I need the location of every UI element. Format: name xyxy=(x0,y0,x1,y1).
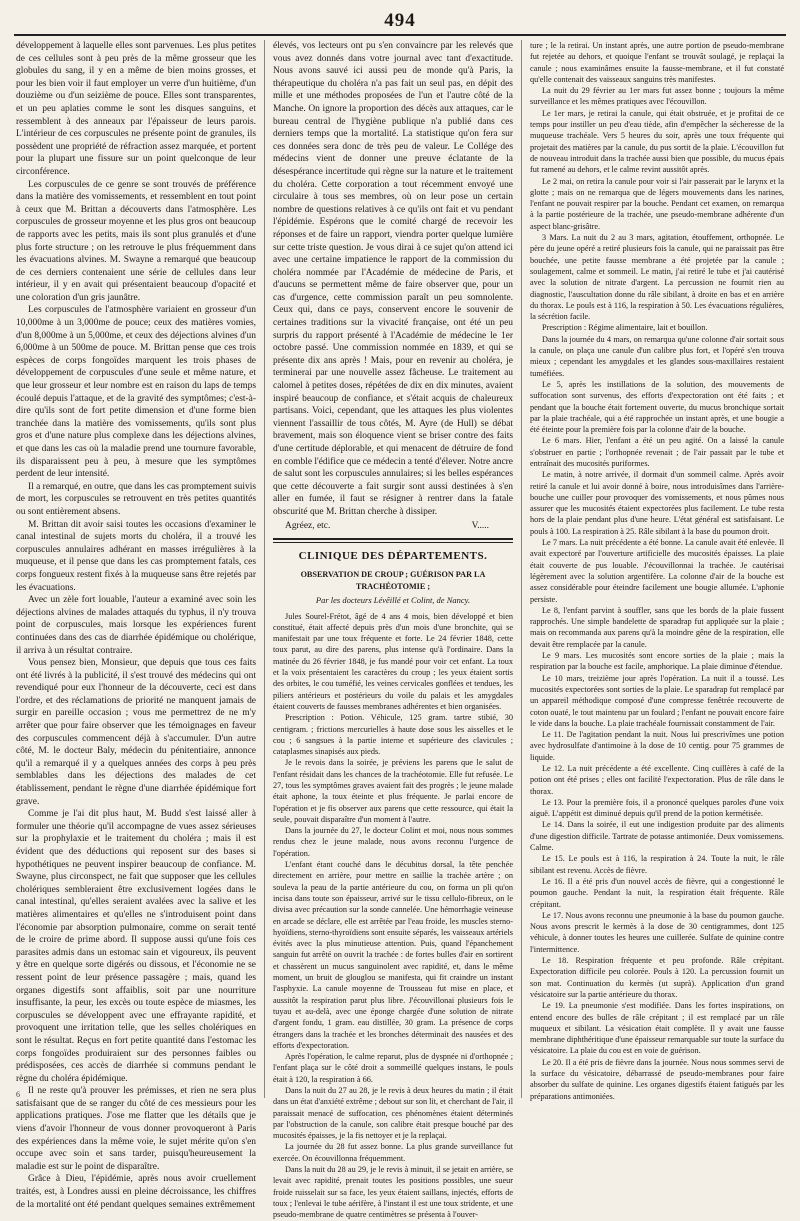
paragraph: Avec un zèle fort louable, l'auteur a examiné avec soin les déjections alvines de malades attaqués du typhus, il n'y trouva point de corpuscules, mais lorsque les expériences furent continuées dans des cas de diarrhée épidémique ou cholérique, il arriva à un résultat contraire. xyxy=(16,595,256,656)
paragraph: Le 18. Respiration fréquente et peu profonde. Râle crépitant. Expectoration difficile peu colorée. Pouls à 120. La percussion fournit un son mat. Continuation du kermès (ut suprà). Application d'un grand vésicatoire sur la partie antérieure du thorax. xyxy=(530,956,784,999)
paragraph: Le 8, l'enfant parvint à souffler, sans que les bords de la plaie fussent rapprochés. Une simple bandelette de sparadrap fut appliquée sur la plaie ; mais on recommanda aux parens qu'à la moindre gêne de la respiration, elle devait être remplacée par la canule. xyxy=(530,605,784,649)
paragraph: La journée du 28 fut assez bonne. La plus grande surveillance fut exercée. On écouvillonna fréquemment. xyxy=(273,1142,513,1163)
paragraph: Le 1er mars, je retirai la canule, qui était obstruée, et je profitai de ce temps pour instiller un peu d'eau tiède, afin d'empêcher la sécheresse de la muqueuse trachéale. Vers 5 heures du soir, après une toux fréquente qui projetait des matières par la canule, du pus sortit de la plaie. L'écouvillon fut de nouveau introduit dans la trachée aussi bien que possible, du mucus épais fut ramené au dehors, et le calme revint aussitôt après. xyxy=(530,108,784,175)
paragraph: Le 9 mars. Les mucosités sont encore sorties de la plaie ; mais la respiration par la bouche est facile, amphorique. La plaie diminue d'étendue. xyxy=(530,651,784,672)
paragraph: ture ; le la retirai. Un instant après, une autre portion de pseudo-membrane fut rejetée au dehors, et quoique l'enfant se trouvât soulagé, je replaçai la canule ; nous examinâmes ensuite la fausse-membrane, et il fut constaté qu'elle contenait des vaisseaux sanguins très manifestes. xyxy=(530,41,784,84)
column-divider xyxy=(521,40,522,1098)
paragraph: Grâce à Dieu, l'épidémie, après nous avoir cruellement traités, est, à Londres aussi en pleine décroissance, les chiffres de la mortalité ont été pendant quelques semaines extrêmement xyxy=(16,1174,256,1210)
paragraph: Je le revois dans la soirée, je préviens les parens que le salut de l'enfant résidait dans les chances de la trachéotomie. Elle fut refusée. Le 27, tous les symptômes graves avaient fait des progrès ; le jeune malade était aphone, la toux éteinte et plus fréquente. Je parlai encore de l'opération et je fis observer aux parens que cette ressource, qui était la seule, pouvait disparaître d'un moment à l'autre. xyxy=(273,758,513,824)
paragraph: Le 15. Le pouls est à 116, la respiration à 24. Toute la nuit, le râle sibilant est revenu. Accès de fièvre. xyxy=(530,854,784,875)
paragraph: L'enfant étant couché dans le décubitus dorsal, la tête penchée directement en arrière, pour mettre en saillie la trachée artère ; on souleva la peau de la partie antérieure du cou, on forma un pli qu'on incisa dans toute son épaisseur, arrivé sur le tissu cellulo-fibreux, on le divisa avec précaution sur la sonde cannelée. Une hémorrhagie veineuse en arcade se déclare, elle est arrêtée par l'eau froide, les muscles sterno-hyoïdiens, sterno-thyroïdiens sont ensuite séparés, les vaisseaux artériels évités avec la plus minutieuse attention. Puis, quand l'épanchement sanguin fut arrêté on ouvrit la trachée : de fortes bulles d'air en sortirent et chassèrent un mucus sanguinolent avec rapidité, et, dans le même moment, un bruit de glouglou se manifesta, qui fit craindre un instant l'asphyxie. La canule moyenne de Trousseau fut mise en place, et aussitôt la respiration parut plus libre. J'écouvillonai plusieurs fois le tuyau et au-delà, avec une éponge chargée d'une solution de nitrate d'argent fondu, 1 gram. eau distillée, 30 gram. La présence de corps étrangers dans la trachée et les bronches déterminait des nausées et des efforts d'expectoration. xyxy=(273,860,513,1050)
paragraph: Le 13. Pour la première fois, il a prononcé quelques paroles d'une voix aiguë. L'appétit est diminué depuis qu'il prend de la potion kermétisée. xyxy=(530,797,784,819)
column-divider xyxy=(264,40,265,1098)
paragraph: La nuit du 29 février au 1er mars fut assez bonne ; toujours la même surveillance et les mêmes pratiques avec l'écouvillon. xyxy=(530,86,784,107)
paragraph: développement à laquelle elles sont parvenues. Les plus petites de ces cellules sont à peu près de la même grosseur que les globules du sang, il y en a même de bien moins grosses, et pour les bien voir il faut employer un verre d'un huitième, d'un douzième ou d'un seizième de pouce. Elles sont transparentes, et un peu aplaties comme le sont les disques sanguins, et ressemblent à des anneaux par l'épaisseur de leurs parois. L'intérieur de ces corpuscules ne présente point de granules, ils possèdent une propriété de réfraction assez marquée, et portent pour la plupart une fissure sur un point quelconque de leur circonférence. xyxy=(16,41,256,177)
header-rule xyxy=(14,34,786,36)
paragraph: Il a remarqué, en outre, que dans les cas promptement suivis de mort, les corpuscules se retrouvent en très petites quantités ou sont entièrement absens. xyxy=(16,481,257,517)
paragraph: Le 2 mai, on retira la canule pour voir si l'air passerait par le larynx et la glotte ; mais on ne remarqua que de légers mouvements dans les narines, l'enfant ne pouvait respirer par la bouche. Pendant cet examen, on remarqua à la partie postérieure de la trachée, une pseudo-membrane adhérente d'un aspect blanc-grisâtre. xyxy=(530,176,784,231)
paragraph: Le 17. Nous avons reconnu une pneumonie à la base du poumon gauche. Nous avons prescrit le kermès à la dose de 30 centigrammes, dont 125 véhicule, à donner toutes les heures une cuillerée. Sulfate de quinine contre l'intermittence. xyxy=(530,910,784,954)
section-title: CLINIQUE DES DÉPARTEMENTS. xyxy=(298,550,488,563)
closing-salutation: Agréez, etc. xyxy=(285,520,331,531)
paragraph: Le 5, après les instillations de la solution, des mouvements de suffocation sont survenus, des efforts d'expectoration ont été faits ; et pendant que la bouche était fortement ouverte, du mucus bronchique sortait par la plaie trachéale, qui a été rapprochée un instant après, et une bougie a été éteinte pour la première fois par la colonne d'air de la bouche. xyxy=(530,379,784,435)
paragraph: Vous pensez bien, Monsieur, que depuis que tous ces faits ont été livrés à la publicité, il s'est trouvé des médecins qui ont revendiqué pour eux l'honneur de la découverte, ceci est dans l'ordre, et des réclamations de priorité ne manquent jamais de surgir en pareille occasion ; vous me permettrez de ne m'y arrêter que pour faire observer que les témoignages en faveur des corpuscules commencent déjà à s'accumuler. D'un autre côté, M. le docteur Baly, médecin du pénitentiaire, annonce qu'il a remarqué il y a quelques années des corps à peu près semblables dans les déjections des malades de cet établissement, pendant le règne d'une diarrhée épidémique fort grave. xyxy=(16,658,256,807)
paragraph: Il ne reste qu'à prouver les prémisses, et rien ne sera plus satisfaisant que de se ranger du côté de ces messieurs pour les applications pratiques. J'ose me flatter que les détails que je viens d'avoir l'honneur de vous donner provoqueront à Paris des expériences dans la même voie, le sujet mérite qu'on s'en occupe avec soin et sans tarder, puisqu'heureusement la maladie est sur le point de disparaître. xyxy=(16,1086,256,1172)
paragraph: Comme je l'ai dit plus haut, M. Budd s'est laissé aller à formuler une théorie qu'il accompagne de vues assez sérieuses sur la prophylaxie et le traitement du choléra ; mais il est évident que des déductions qui reposent sur des bases si hypothétiques ne peuvent inspirer beaucoup de confiance. M. Swayne, plus circonspect, ne fait que supposer que les cellules cholériques sembleraient être exclusivement logées dans le canal intestinal, qu'elles seraient avalées avec la salive et les matières alimentaires et qu'elles ne s'introduisent point dans l'économie par absorption pulmonaire, comme on serait tenté de le croire de prime abord. Il suppose aussi qu'une fois ces parasites admis dans un estomac sain et vigoureux, ils peuvent y être en quelque sorte digérés ou dissous, et l'économie ne se ressent point de leur présence passagère ; mais, quand les organes digestifs sont affaiblis, soit par une nourriture insuffisante, la peur, les excès ou toute espèce de miasmes, les corpuscules se développent avec une effrayante rapidité, et provoquent une irritation telle, que les selles cholériques en sont le résultat. Reçus en fort petite quantité dans l'estomac les corps fongoïdes produiraient sur des personnes faibles ou prédisposées, ces accès de diarrhée si communs pendant le règne du choléra épidémique. xyxy=(16,809,256,1084)
paragraph: Le 16. Il a été pris d'un nouvel accès de fièvre, qui a congestionné le poumon gauche. Pendant la nuit, la respiration était fréquente. Râle crépitant. xyxy=(530,876,784,909)
paragraph: Dans la journée du 27, le docteur Colint et moi, nous nous sommes rendus chez le jeune malade, nous avons reconnu l'urgence de l'opération. xyxy=(273,826,513,858)
paragraph: Dans la nuit du 27 au 28, je le revis à deux heures du matin ; il était dans un état d'anxiété extrême ; debout sur son lit, et cherchant de l'air, il paraissait menacé de suffocation, ces phénomènes étaient déterminés par l'obstruction de la canule, son calibre était presque bouché par des mucosités épaisses, je la fis nettoyer et je la replaçai. xyxy=(273,1086,513,1141)
paragraph: Le 10 mars, treizième jour après l'opération. La nuit il a toussé. Les mucosités expectorées sont sorties de la plaie. Le sparadrap fut remplacé par un appareil méthodique composé d'une compresse fenêtrée recouverte de coton ouaté, le tout maintenu par un foulard ; l'enfant ne pouvait encore faire le vide dans la bouche. La plaie trachéale fournissait constamment de l'air. xyxy=(530,673,784,728)
paragraph: 3 Mars. La nuit du 2 au 3 mars, agitation, étouffement, orthopnée. Le père du jeune opéré a retiré plusieurs fois la canule, qui ne paraissait pas être bouchée, une petite fausse membrane a été projetée par la canule ; soulagement, calme et sommeil. Le matin, j'ai retiré le tube et j'ai cautérisé avec la solution de nitrate d'argent. La percussion ne fournit rien au diagnostic, l'auscultation donne du râle sibilant, à droite en bas et en arrière du thorax. Le pouls est à 116, la respiration à 50. Les évacuations régulières, la sécrétion facile. xyxy=(530,233,784,322)
paragraph: élevés, vos lecteurs ont pu s'en convaincre par les relevés que vous avez donnés dans votre journal avec tant d'exactitude. Nous avons sauvé ici aussi peu de monde qu'à Paris, la thérapeutique du choléra n'a pas fait un seul pas, en dépit des mille et une méthodes proposées de l'un et l'autre côté de la Manche. On ignore la proportion des décès aux attaques, car le bureau central de l'hygiène publique n'a publié dans ces derniers temps que la mortalité. La statistique qu'on fera sur ces données sera donc de très peu de valeur. Le Collége des médecins vient de donner une preuve éclatante de la désespérance incertitude qui règne sur la nature et le traitement du choléra. Cette corporation a tout récemment envoyé une circulaire à tous ses membres, où on leur pose un certain nombre de questions relatives à ce qu'ils ont fait et vu pendant l'épidémie. Espérons que le comité chargé de recevoir les réponses et de faire un rapport, viendra porter quelque lumière sur cette triste question. Je vous dirai à ce sujet qu'on attend ici avec une certaine impatience le rapport de la commission du choléra nommée par l'Académie de médecine de Paris, et d'aucuns se permettent même de faire observer que, pour un cas d'urgence, cette commission paraît un peu somnolente. Ceux qui, dans ce pays, conservent encore le souvenir de certaines traditions sur la vivacité française, ont été un peu surpris du rapport présenté à l'Académie de médecine le 1er octobre passé. Une commission nommée en 1839, et qui se présente dix ans après ! Mais, pour en revenir au choléra, je terminerai par une nouvelle assez fâcheuse. Le traitement au calomel à petites doses, répétées de dix en dix minutes, avaient inspiré beaucoup de confiance, et s'était acquis de chaleureux partisans. Voici, cependant, que les attaques les plus violentes viennent l'assaillir de tous côtés, M. Ayre (de Hull) se débat bravement, mais son éloquence vient se briser contre des faits d'une certitude déplorable, et qui menacent de détruire de fond en comble l'édifice que ce médecin a tenté d'élever. Notre ancre de salut sont les corpuscules annulaires; si les belles espérances que cette découverte a fait surgir sont aussi destinées à s'en aller en fumée, il faut se résigner à rentrer dans la fatale obscurité que M. Brittan cherche à dissiper. xyxy=(273,41,513,517)
paragraph: Le 14. Dans la soirée, il eut une indigestion produite par des aliments d'une digestion difficile. Tartrate de potasse antimoniée. Deux vomissemens. Calme. xyxy=(530,820,784,853)
paragraph: Le 11. De l'agitation pendant la nuit. Nous lui prescrivîmes une potion avec hydrosulfate d'antimoine à la dose de 10 centig. pour 75 grammes de liquide. xyxy=(530,730,784,762)
article-heading: OBSERVATION DE CROUP ; GUÉRISON PAR LA TRACHÉOTOMIE ; xyxy=(300,569,486,592)
paragraph: M. Brittan dit avoir saisi toutes les occasions d'examiner le canal intestinal de sujets morts du choléra, il a trouvé les corpuscules annulaires adhérant en masses irrégulières à la muqueuse, et il pense que dans les cas promptement fatals, ces corps fongueux restent fixés à la muqueuse sans être rejetés par les évacuations. xyxy=(16,519,256,593)
section-divider xyxy=(273,538,513,543)
paragraph: Les corpuscules de ce genre se sont trouvés de préférence dans la matière des vomissements, et ressemblent en tout point à ceux que M. Brittan a découverts dans l'atmosphère. Les corpuscules de grosseur moyenne et les plus gros ont beaucoup de rapports avec les petits, mais ils sont plus granulés et d'une plus forte structure ; on les retrouve le plus fréquemment dans les évacuations alvines. M. Swayne a remarqué que beaucoup de ces derniers contenaient une série de cellules dans leur intérieur, il y en avait qui présentaient beaucoup d'opacité et une coloration d'un gris jaunâtre. xyxy=(16,179,256,303)
paragraph: Prescription : Potion. Véhicule, 125 gram. tartre stibié, 30 centigram. ; frictions mercurielles à haute dose sous les aisselles et le cou ; 6 sangsues à la partie interne et supérieure des clavicules ; cataplasmes sinapisés aux pieds. xyxy=(273,713,513,757)
paragraph: Le 19. La pneumonie s'est modifiée. Dans les fortes inspirations, on entend encore des bulles de râle crépitant ; il est remplacé par un râle muqueux et sibilant. La vésication était complète. Il y avait une fausse membrane diphthéritique d'une épaisseur remarquable sur toute la surface du vésicatoire. La plaie du cou est en voie de guérison. xyxy=(530,1001,784,1056)
paragraph: Dans la nuit du 28 au 29, je le revis à minuit, il se jetait en arrière, se levait avec rapidité, prenait toutes les positions possibles, une sueur froide ruisselait sur sa face, les yeux étaient saillans, injectés, efforts de toux ; l'enlevai le tube aérifère, à l'instant il est une toux stridente, et une pseudo-membrane de quatre centimètres se présenta à l'ouver- xyxy=(273,1165,513,1220)
paragraph: Le matin, à notre arrivée, il dormait d'un sommeil calme. Après avoir retiré la canule et lui avoir donné à boire, nous introduisîmes dans l'arrière-bouche une cuiller pour provoquer des vomissements, et nous pûmes nous assurer que les mucosités étaient expectorées plus facilement. Le tube resta hors de la plaie pendant plus d'une heure. L'état général est satisfaisant. Le pouls à 100. La respiration à 25. Râle sibilant à la base du poumon droit. xyxy=(530,470,784,536)
column-2 xyxy=(273,40,513,1220)
article-authors: Par les docteurs Lévêillé et Colint, de Nancy. xyxy=(315,594,471,605)
paragraph: Prescription : Régime alimentaire, lait et bouillon. xyxy=(542,323,708,333)
paragraph: Le 12. La nuit précédente a été excellente. Cinq cuillères à café de la potion ont été prises ; elles ont facilité l'expectoration. Plus de râle dans le thorax. xyxy=(530,764,784,796)
signature-line xyxy=(273,520,513,533)
column-1 xyxy=(16,40,257,1210)
column-3 xyxy=(530,40,784,1101)
article-title xyxy=(273,569,513,607)
paragraph: Dans la journée du 4 mars, on remarqua qu'une colonne d'air sortait sous la canule, on plaça une canule d'un calibre plus fort, et l'opéré s'en trouva mieux ; cependant les amygdales et les glandes sous-maxillaires restaient tuméfiées. xyxy=(530,334,784,378)
paragraph: Les corpuscules de l'atmosphère variaient en grosseur d'un 10,000me à un 3,000me de pouce; ceux des matières vomies, d'un 8,000me à un 5,000me, et ceux des déjections alvines d'un 6,000me à un 500me de pouce. M. Brittan pense que ces trois espèces de corps fongoïdes marquent les trois phases de développement de corpuscules d'une seule et même nature, et que leur grosseur et leur nombre est en raison du laps de temps écoulé depuis l'attaque, et de la gravité des symptômes; c'est-à-dire qu'ils sont de fort petite dimension et d'une forme bien tranchée dans la matière des vomissements, qu'ils sont plus gros et d'une nature plus complexe dans les déjections alvines, et que dans les cas où la maladie prend une tournure favorable, ils disparaissent peu à peu, à mesure que les symptômes perdent de leur intensité. xyxy=(16,305,256,480)
paragraph: Après l'opération, le calme reparut, plus de dyspnée ni d'orthopnée ; l'enfant plaça sur le côté droit a sommeillé quelques instans, le pouls était à 120, la respiration à 66. xyxy=(273,1052,513,1084)
paragraph: Jules Sourel-Frétot, âgé de 4 ans 4 mois, bien développé et bien constitué, était affecté depuis près d'un mois d'une bronchite, qui se manifestait par une toux fréquente et forte. Le 24 février 1848, cette toux parut, au dire des parens, plus intense qu'à l'ordinaire. Dans la matinée du 26 février 1848, je fus mandé pour voir cet enfant. La toux et la voix présentaient les caractères du croup ; les yeux étaient sortis des orbites, le cou tuméfié, les veines cervicales gonflées et tendues, les piliers antérieurs et postérieurs du voile du palais et les amygdales étaient couverts de fausses membranes adhérentes et bien organisées. xyxy=(273,611,513,711)
paragraph: Le 6 mars. Hier, l'enfant a été un peu agité. On a laissé la canule s'obstruer en partie ; l'orthopnée revenait ; de l'air passait par le tube et entraînait des mucosités puriformes. xyxy=(530,436,784,468)
article-body xyxy=(273,611,513,1221)
paragraph: Le 20. Il a été pris de fièvre dans la journée. Nous nous sommes servi de la surface du vésicatoire, débarrassé de pseudo-membranes pour faire absorber du sulfate de quinine. Les organes digestifs étaient fatigués par les préparations antimoniées. xyxy=(530,1057,784,1101)
footer-mark: 6 xyxy=(16,1090,20,1099)
author-signature: V..... xyxy=(471,520,489,531)
paragraph: Le 7 mars. La nuit précédente a été bonne. La canule avait été enlevée. Il avait expectoré par l'ouverture artificielle des mucosités épaisses. La plaie était couverte de pus louable. J'écouvillonnai la trachée. Je cautérisai légèrement avec la solution argentifère. La colonne d'air de la bouche est assez considérable pour éteindre facilement une bougie allumée. L'aphonie persiste. xyxy=(530,538,784,604)
page-number: 494 xyxy=(384,10,416,31)
